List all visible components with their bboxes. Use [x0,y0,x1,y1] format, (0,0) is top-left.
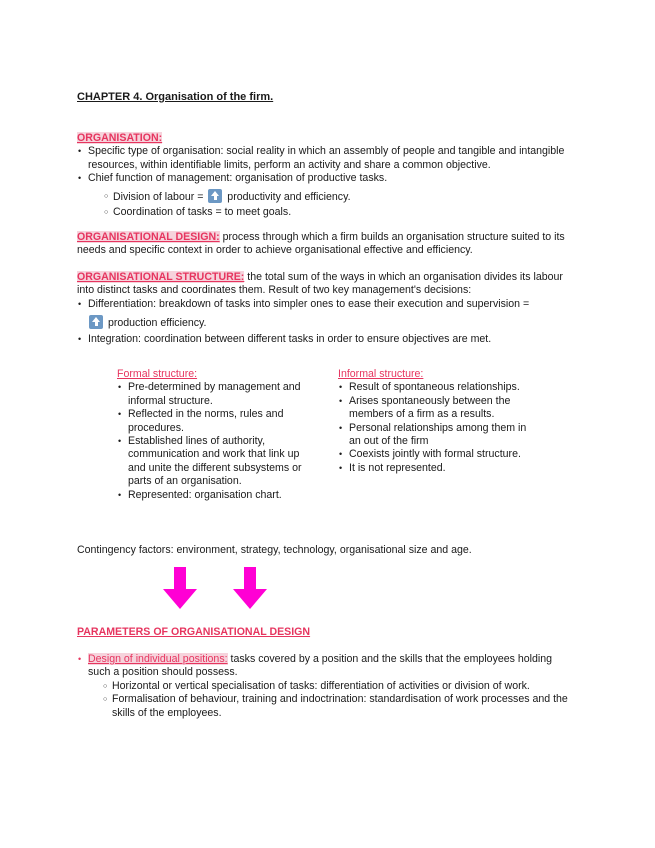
parameters-sublist [103,680,577,720]
list-item: • It is not represented. [338,462,533,475]
informal-list [338,381,533,475]
parameters-heading: PARAMETERS OF ORGANISATIONAL DESIGN [77,626,311,638]
formal-heading: Formal structure: [117,368,198,380]
design-heading: ORGANISATIONAL DESIGN: [77,231,220,243]
list-item: • Result of spontaneous relationships. [338,381,533,394]
up-arrow-icon [89,315,103,329]
structure-text: the total sum of the ways in which an organisation divides its labour into distinct tasks and coordinates them. Result of two key management's decisions: [77,271,563,297]
list-item: • Coexists jointly with formal structure. [338,448,533,461]
section-parameters [77,653,577,720]
up-arrow-icon [208,189,222,203]
contingency-factors: Contingency factors: environment, strategy, technology, organisational size and age. [77,544,472,556]
formal-list [117,381,302,502]
informal-heading: Informal structure: [338,368,424,380]
production-line [87,315,577,330]
division-post: productivity and efficiency. [227,190,351,203]
list-item [77,653,577,680]
structure-list [77,298,577,346]
positions-text: tasks covered by a position and the skills that the employees holding such a position should possess. [88,653,553,679]
parameters-list [77,653,577,680]
structure-heading: ORGANISATIONAL STRUCTURE: [77,271,245,283]
production-text: production efficiency. [107,317,207,330]
list-item: • Reflected in the norms, rules and procedures. [117,408,302,435]
section-structure [77,271,577,346]
list-item: • Established lines of authority, communication and work that link up and unite the different subsystems or parts of an organisation. [117,435,302,489]
list-item: ○ Horizontal or vertical specialisation of tasks: differentiation of activities or division of work. [103,680,577,693]
differentiation-text: Differentiation: breakdown of tasks into simpler ones to ease their execution and supervision = [88,297,530,310]
list-item: • Personal relationships among them in an out of the firm [338,422,533,449]
organisation-sublist [104,189,577,219]
list-item: ○ Coordination of tasks = to meet goals. [104,206,577,219]
chapter-title: CHAPTER 4. Organisation of the firm. [77,91,274,103]
structure-paragraph [77,271,577,298]
list-item: • Integration: coordination between different tasks in order to ensure objectives are met. [77,333,577,346]
formal-structure [117,368,302,502]
organisation-heading: ORGANISATION: [77,132,163,144]
down-arrow-icon [163,567,197,609]
list-item: ○ Formalisation of behaviour, training and indoctrination: standardisation of work processes and the skills of the employees. [103,693,577,720]
list-item: • Specific type of organisation: social reality in which an assembly of people and tangible and intangible resources, within identifiable limits, perform an activity and share a common objective. [77,145,577,172]
list-item: • Chief function of management: organisation of productive tasks. [77,172,577,185]
list-item [104,189,577,205]
positions-label: Design of individual positions: [88,653,228,665]
design-text: process through which a firm builds an organisation structure suited to its needs and specific context in order to achieve organisational effective and efficiency. [77,231,565,257]
informal-structure [338,368,533,475]
division-pre: Division of labour = [113,190,204,203]
list-item: • Represented: organisation chart. [117,489,302,502]
list-item: • Arises spontaneously between the members of a firm as a results. [338,395,533,422]
list-item [77,298,577,331]
organisation-list [77,145,577,185]
down-arrow-icon [233,567,267,609]
section-design [77,231,577,258]
list-item: • Pre-determined by management and informal structure. [117,381,302,408]
section-organisation [77,132,577,219]
